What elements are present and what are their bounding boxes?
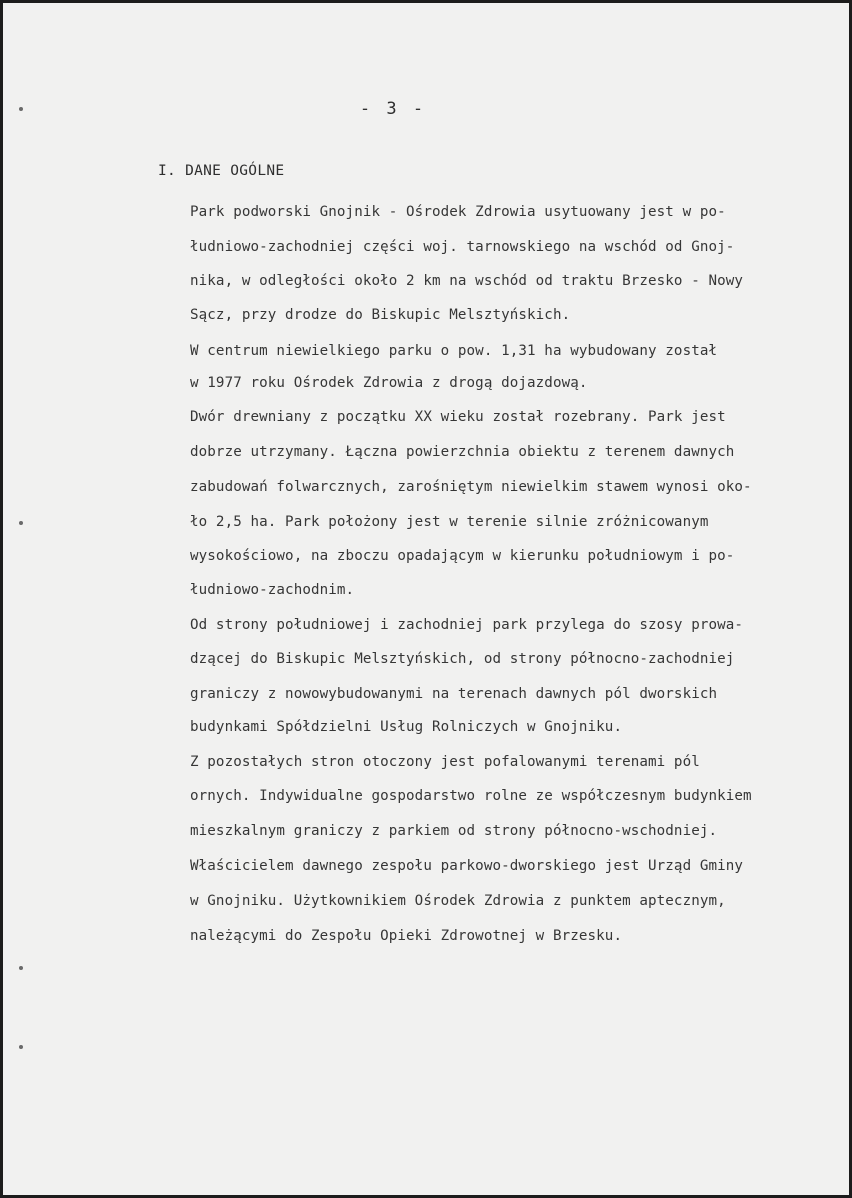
- text-line: Park podworski Gnojnik - Ośrodek Zdrowia usytuowany jest w po-: [190, 204, 726, 220]
- text-line: łudniowo-zachodnim.: [190, 582, 355, 598]
- text-line: Sącz, przy drodze do Biskupic Melsztyńskich.: [190, 307, 571, 323]
- text-line: Z pozostałych stron otoczony jest pofalowanymi terenami pól: [190, 754, 700, 770]
- text-line: W centrum niewielkiego parku o pow. 1,31 ha wybudowany został: [190, 343, 718, 359]
- text-line: należącymi do Zespołu Opieki Zdrowotnej w Brzesku.: [190, 928, 623, 944]
- margin-mark: [19, 521, 23, 525]
- text-line: dobrze utrzymany. Łączna powierzchnia obiektu z terenem dawnych: [190, 444, 735, 460]
- text-line: łudniowo-zachodniej części woj. tarnowskiego na wschód od Gnoj-: [190, 239, 735, 255]
- text-line: budynkami Spółdzielni Usług Rolniczych w Gnojniku.: [190, 719, 623, 735]
- text-line: zabudowań folwarcznych, zarośniętym niewielkim stawem wynosi oko-: [190, 479, 752, 495]
- text-line: graniczy z nowowybudowanymi na terenach dawnych pól dworskich: [190, 686, 718, 702]
- text-line: dzącej do Biskupic Melsztyńskich, od strony północno-zachodniej: [190, 651, 735, 667]
- text-line: Dwór drewniany z początku XX wieku został rozebrany. Park jest: [190, 409, 726, 425]
- section-heading: I. DANE OGÓLNE: [158, 163, 285, 179]
- text-line: mieszkalnym graniczy z parkiem od strony północno-wschodniej.: [190, 823, 718, 839]
- text-line: Od strony południowej i zachodniej park przylega do szosy prowa-: [190, 617, 744, 633]
- text-line: w Gnojniku. Użytkownikiem Ośrodek Zdrowia z punktem aptecznym,: [190, 893, 726, 909]
- text-line: wysokościowo, na zboczu opadającym w kierunku południowym i po-: [190, 548, 735, 564]
- page-number: - 3 -: [359, 99, 427, 119]
- text-line: ornych. Indywidualne gospodarstwo rolne ze współczesnym budynkiem: [190, 788, 752, 804]
- text-line: ło 2,5 ha. Park położony jest w terenie silnie zróżnicowanym: [190, 514, 709, 530]
- text-line: Właścicielem dawnego zespołu parkowo-dworskiego jest Urząd Gminy: [190, 858, 744, 874]
- text-line: nika, w odległości około 2 km na wschód od traktu Brzesko - Nowy: [190, 273, 744, 289]
- text-line: w 1977 roku Ośrodek Zdrowia z drogą dojazdową.: [190, 375, 588, 391]
- margin-mark: [19, 1045, 23, 1049]
- margin-mark: [19, 107, 23, 111]
- margin-mark: [19, 966, 23, 970]
